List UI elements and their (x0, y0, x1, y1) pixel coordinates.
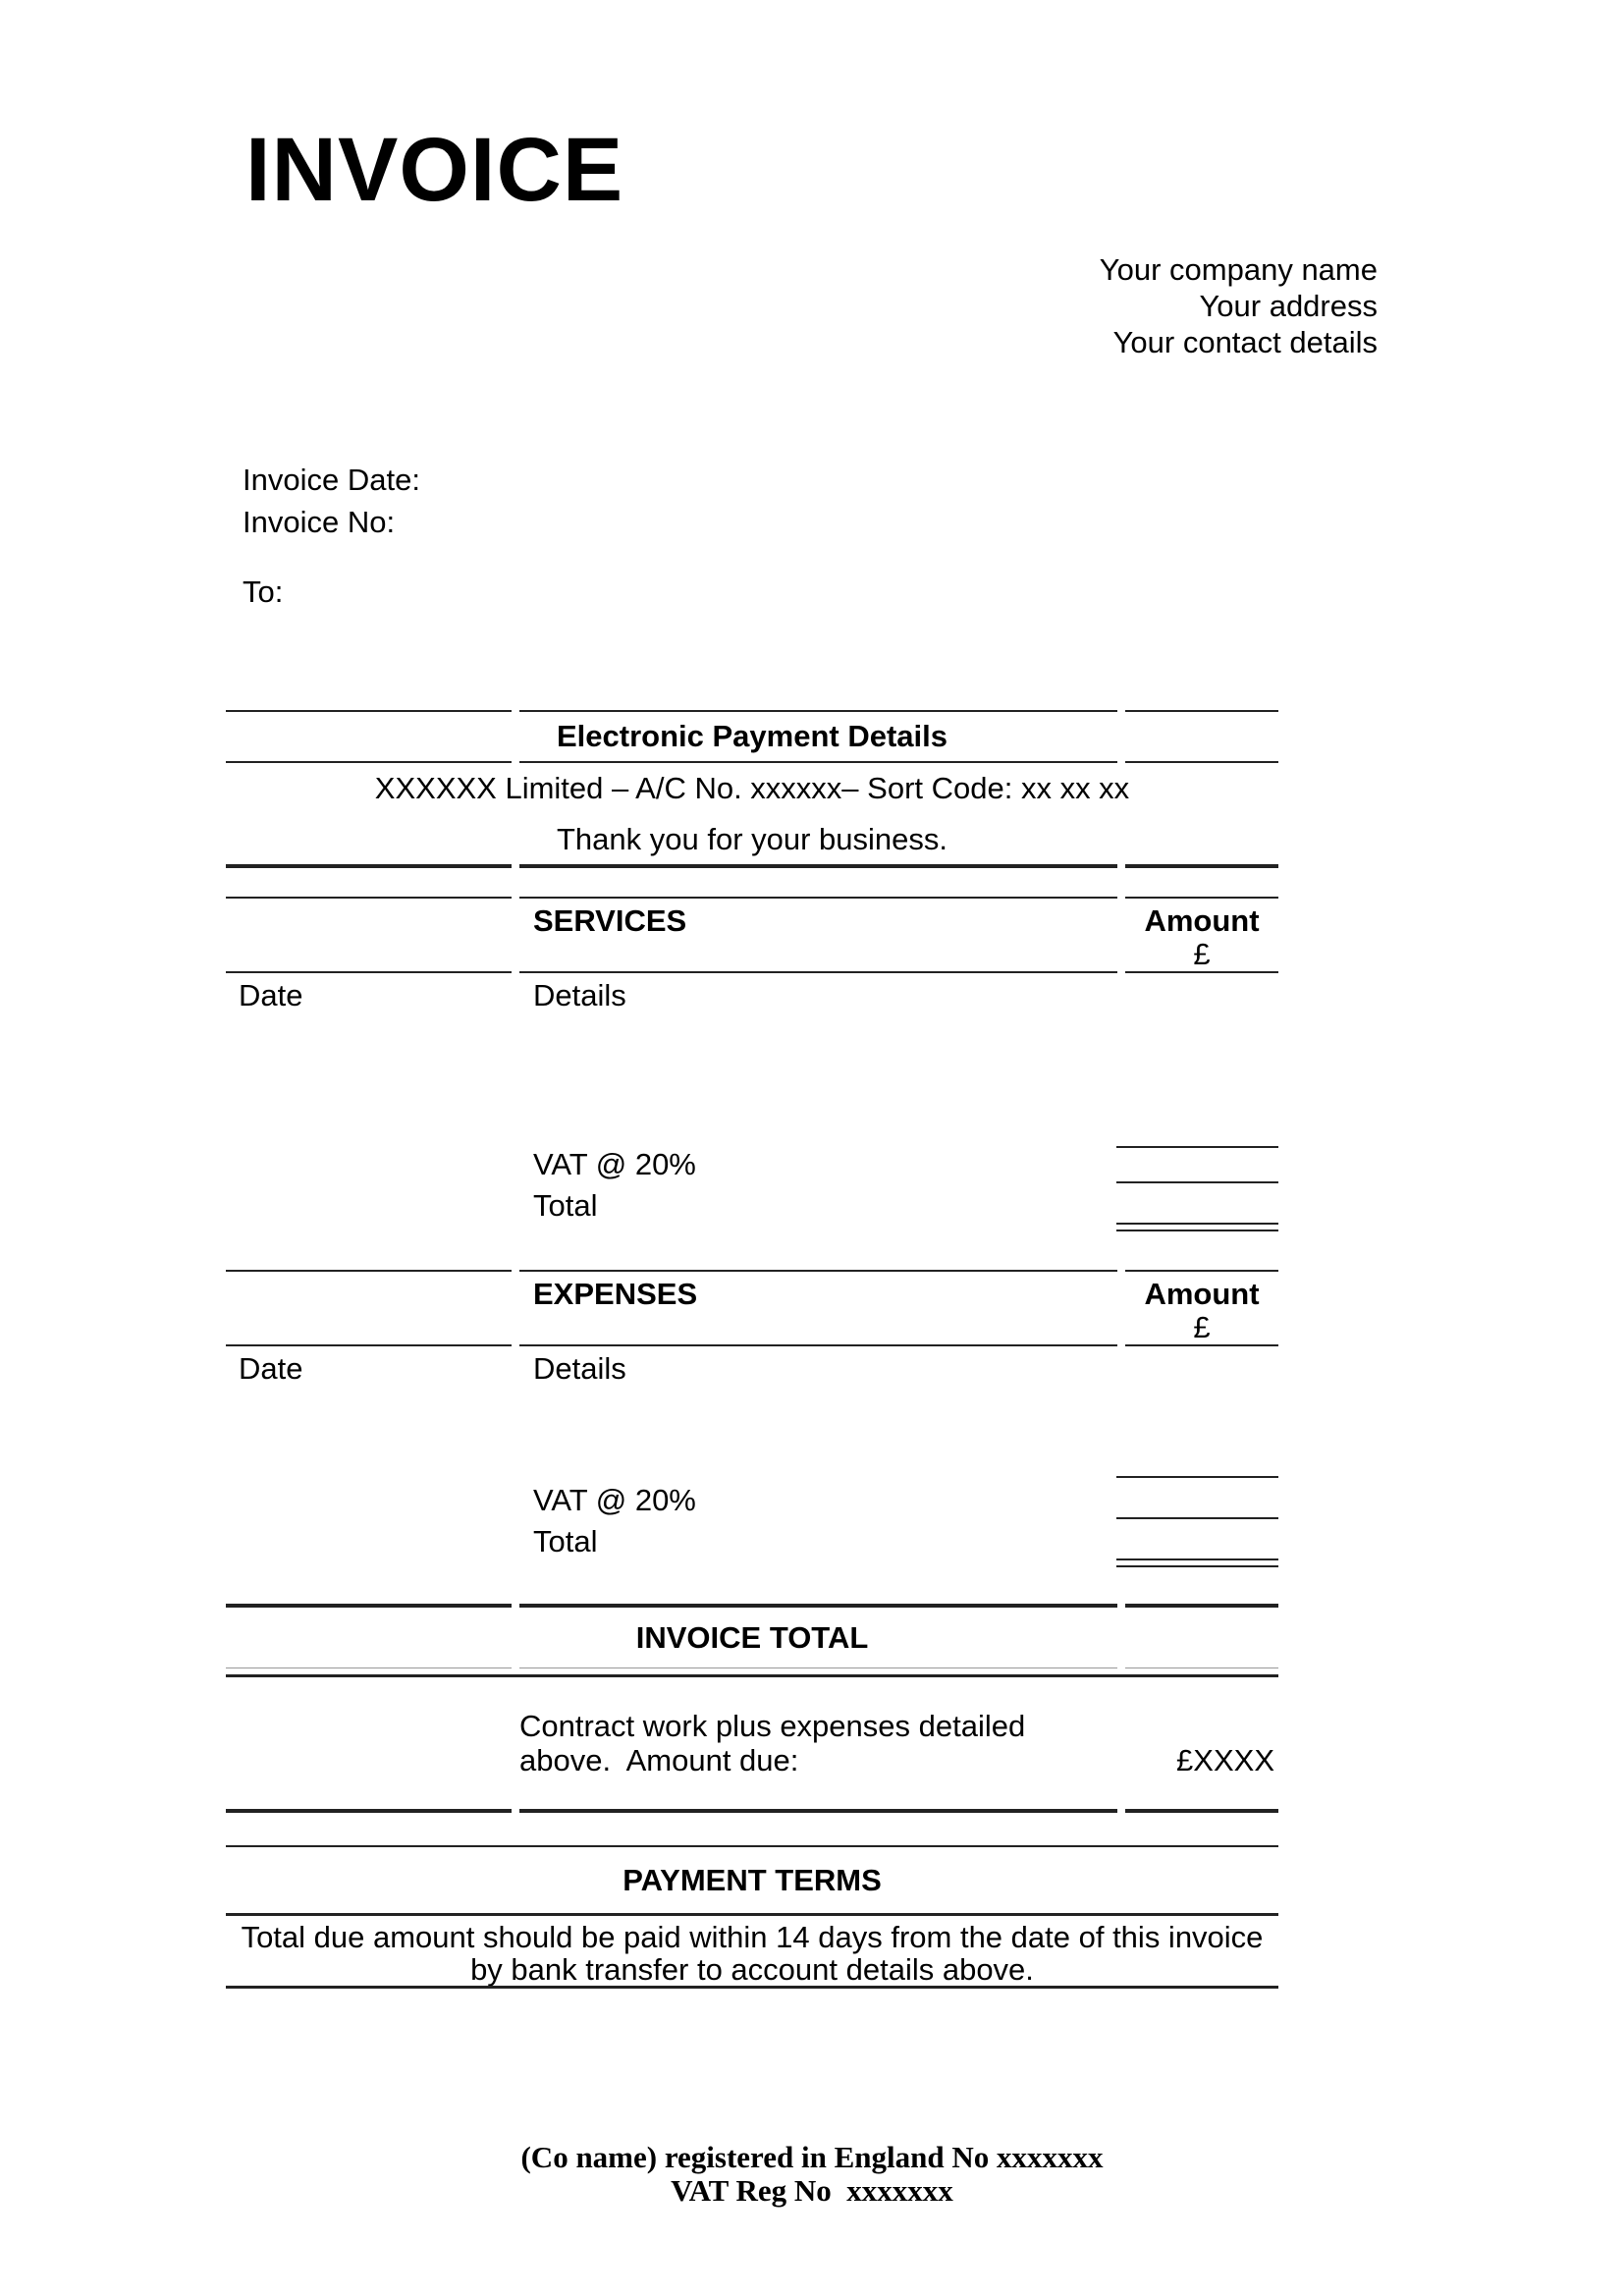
registration-footer (0, 2141, 1624, 2208)
expenses-total-amount-field (1116, 1558, 1278, 1567)
vat-registration-line: VAT Reg No xxxxxxx (671, 2173, 953, 2208)
company-contact: Your contact details (1112, 325, 1378, 359)
services-total-amount-field (1116, 1223, 1278, 1231)
rule-invoice-total-under-heading (226, 1674, 1278, 1677)
services-vat-row (226, 1148, 1278, 1181)
expenses-column-labels-row (226, 1346, 1278, 1386)
payment-terms-line2: by bank transfer to account details above. (470, 1952, 1034, 1987)
amount-due-row (226, 1709, 1278, 1777)
services-currency-row (226, 938, 1278, 971)
recipient-label: To: (243, 574, 284, 609)
services-heading: SERVICES (533, 903, 687, 938)
expenses-vat-label: VAT @ 20% (533, 1483, 696, 1517)
company-name: Your company name (1099, 252, 1378, 287)
expenses-vat-row (226, 1478, 1278, 1517)
expenses-header-row (226, 1272, 1278, 1311)
expenses-date-header: Date (239, 1351, 303, 1386)
expenses-currency-row (226, 1311, 1278, 1344)
expenses-amount-header: Amount (1144, 1277, 1260, 1311)
electronic-payment-heading: Electronic Payment Details (557, 719, 947, 753)
rule-payment-terms-under-heading (226, 1913, 1278, 1916)
invoice-body (226, 710, 1278, 1989)
bank-account-line: XXXXXX Limited – A/C No. xxxxxx– Sort Code: xx xx xx (374, 771, 1130, 805)
services-total-row (226, 1183, 1278, 1223)
services-details-header: Details (533, 978, 626, 1012)
company-registration-line: (Co name) registered in England No xxxxxxx (520, 2140, 1104, 2174)
expenses-currency-symbol: £ (1193, 1310, 1211, 1344)
expenses-total-label: Total (533, 1524, 598, 1558)
rule-payment-terms-bottom (226, 1986, 1278, 1989)
invoice-no-label: Invoice No: (243, 505, 396, 539)
services-vat-label: VAT @ 20% (533, 1147, 696, 1181)
expenses-heading: EXPENSES (533, 1277, 698, 1311)
amount-due-value: £XXXX (1176, 1743, 1274, 1777)
payment-terms-heading: PAYMENT TERMS (623, 1863, 882, 1897)
expenses-total-row (226, 1519, 1278, 1558)
thank-you-line: Thank you for your business. (556, 822, 948, 856)
expenses-details-header: Details (533, 1351, 626, 1386)
services-date-header: Date (239, 978, 303, 1012)
services-column-labels-row (226, 973, 1278, 1012)
amount-due-description (519, 1709, 1117, 1777)
amount-due-description-line1: Contract work plus expenses detailed (519, 1709, 1026, 1743)
invoice-total-heading: INVOICE TOTAL (635, 1620, 869, 1655)
document-title: INVOICE (245, 120, 624, 220)
amount-due-description-line2: above. Amount due: (519, 1743, 799, 1777)
expenses-blank-area (226, 1386, 1278, 1476)
services-total-label: Total (533, 1188, 598, 1223)
services-currency-symbol: £ (1193, 937, 1211, 971)
payment-terms-line1: Total due amount should be paid within 14 days from the date of this invoice (241, 1920, 1264, 1954)
invoice-date-label: Invoice Date: (243, 463, 420, 497)
services-blank-area (226, 1012, 1278, 1146)
company-info-block (0, 251, 1378, 360)
invoice-meta-block (243, 459, 1624, 543)
rule-payment-terms-top (226, 1845, 1278, 1847)
company-address: Your address (1199, 289, 1378, 323)
services-header-row (226, 899, 1278, 938)
services-amount-header: Amount (1144, 903, 1260, 938)
payment-terms-body (226, 1916, 1278, 1986)
